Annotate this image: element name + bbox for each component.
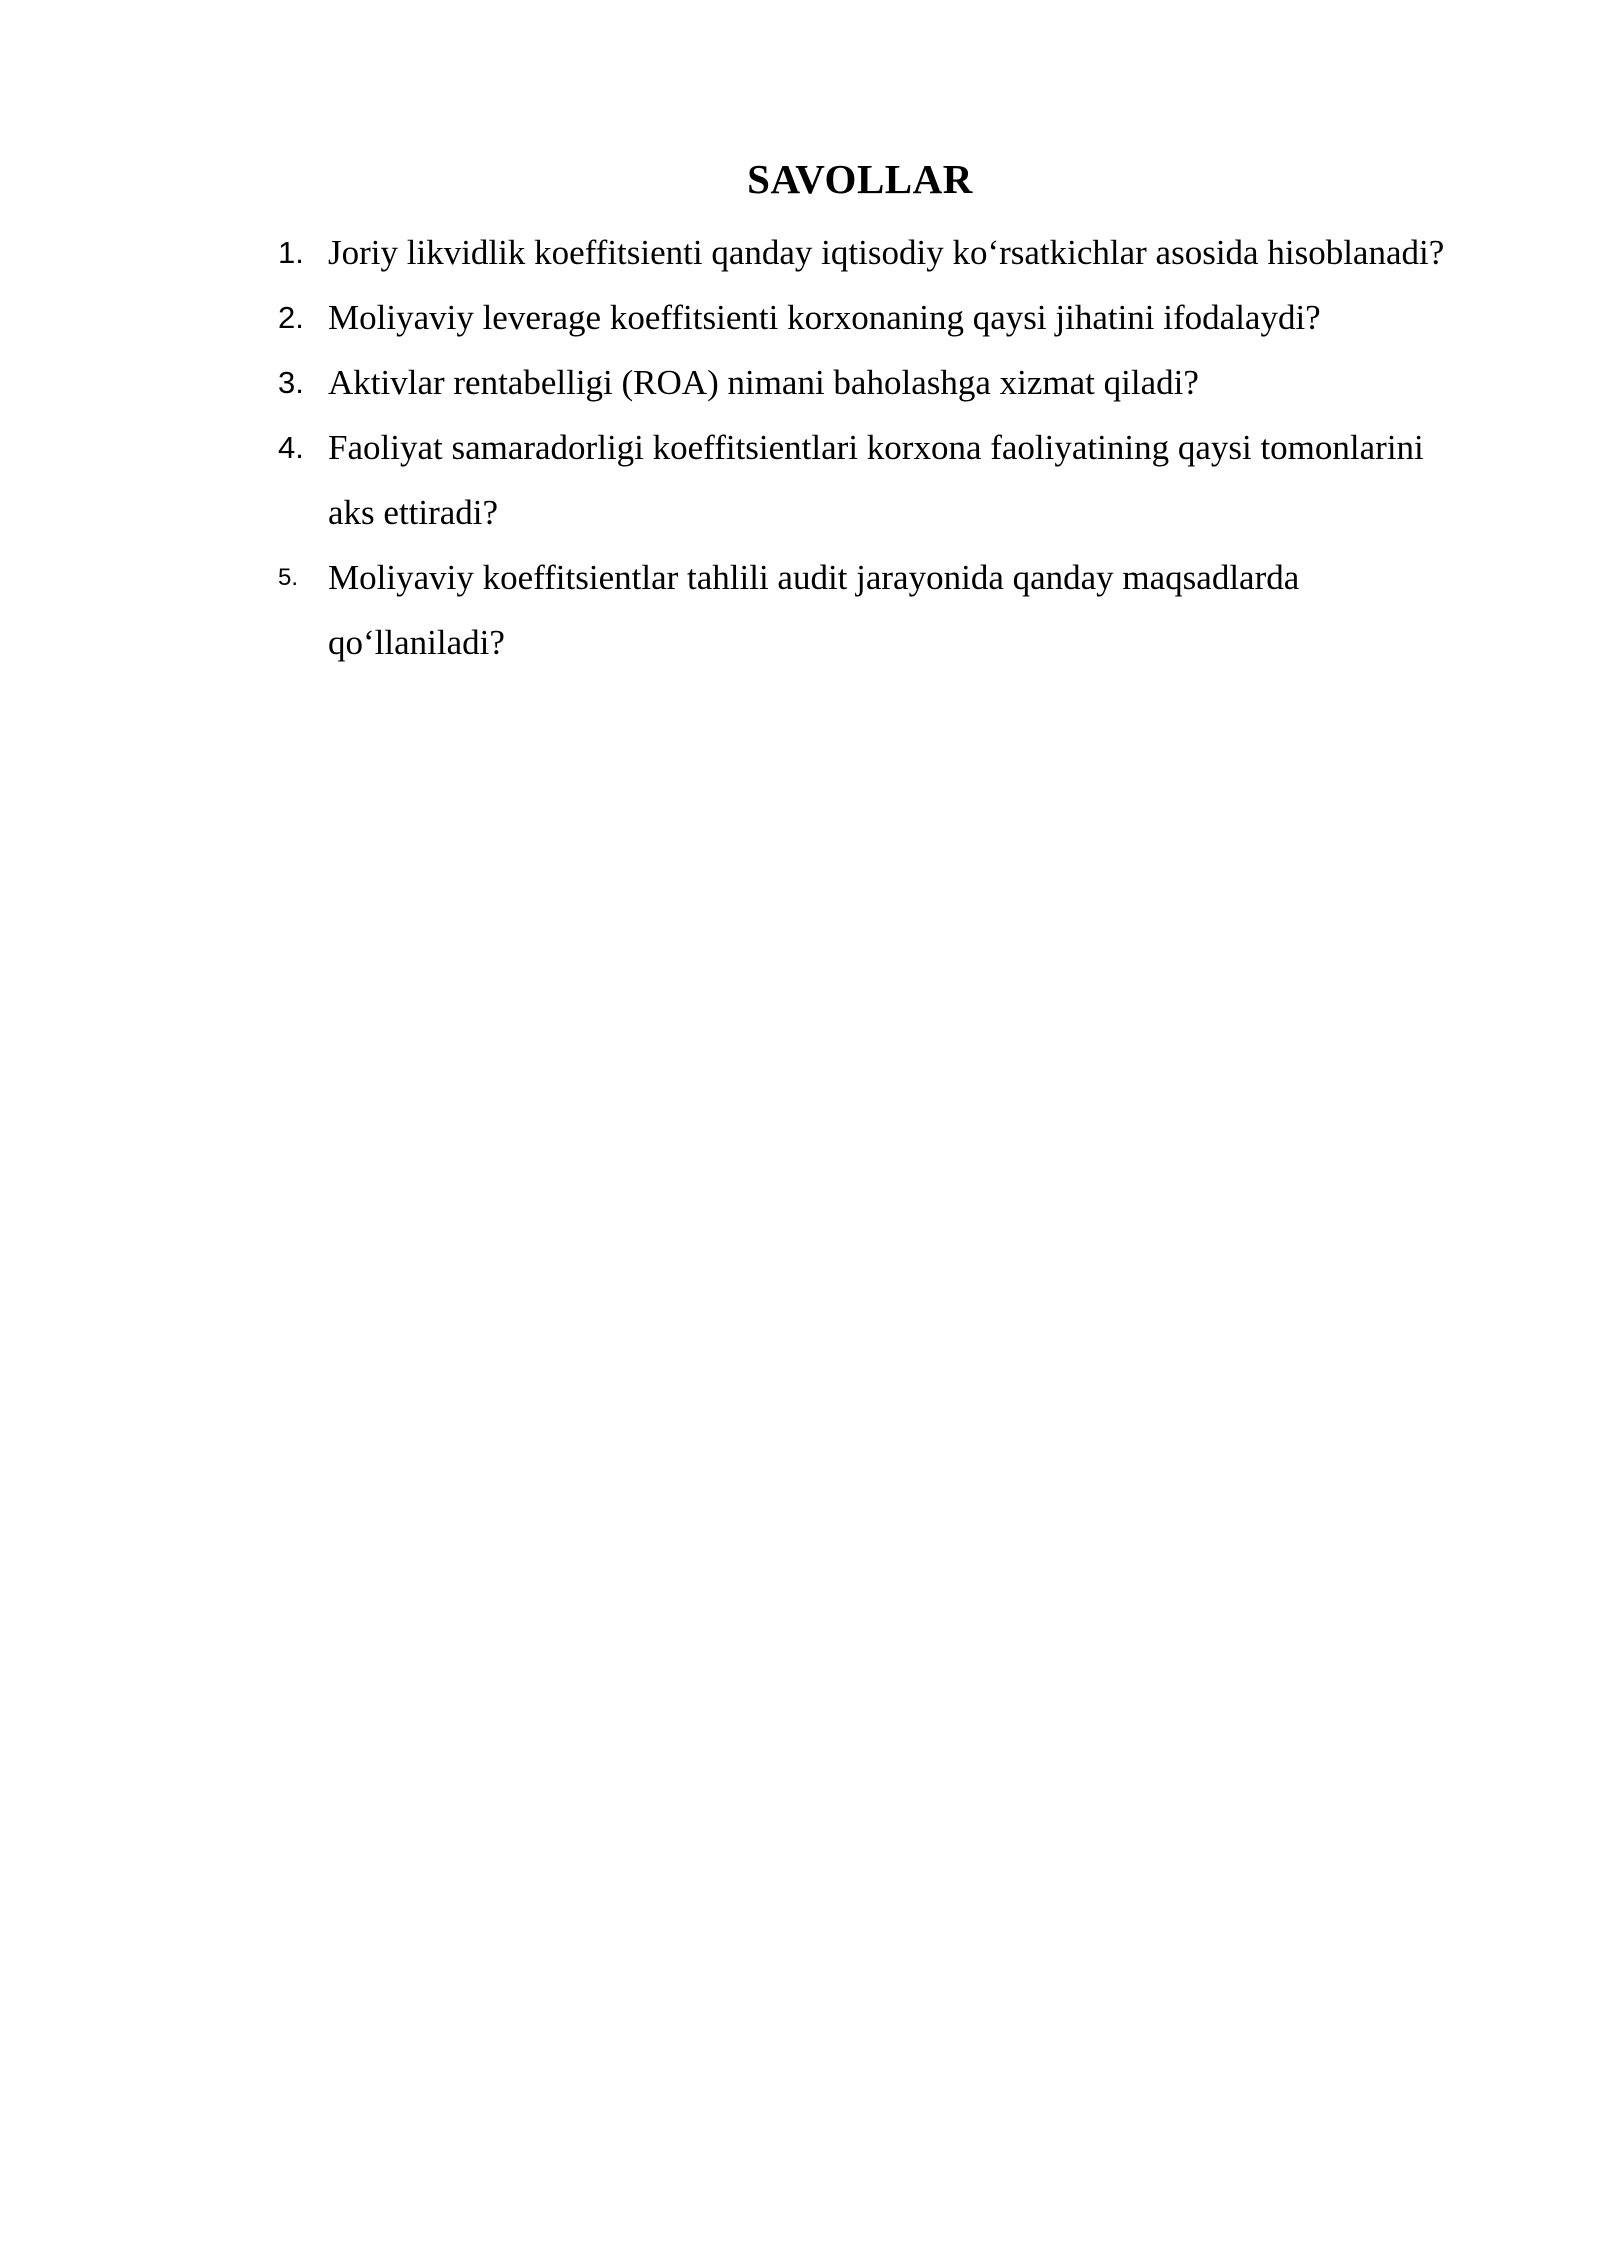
list-item: [278, 415, 1448, 545]
question-number: 4.: [278, 430, 304, 465]
list-item: [278, 350, 1448, 415]
question-number: 3.: [278, 365, 304, 400]
question-number: 5.: [278, 564, 299, 591]
question-text: Moliyaviy leverage koeffitsienti korxonaning qaysi jihatini ifodalaydi?: [328, 298, 1321, 337]
list-item: [278, 545, 1448, 675]
question-text: Joriy likvidlik koeffitsienti qanday iqtisodiy ko‘rsatkichlar asosida hisoblanadi?: [328, 233, 1445, 272]
question-number: 1.: [278, 235, 304, 270]
question-text: Aktivlar rentabelligi (ROA) nimani baholashga xizmat qiladi?: [328, 363, 1199, 402]
list-item: [278, 285, 1448, 350]
question-number: 2.: [278, 300, 304, 335]
questions-list: [278, 220, 1448, 675]
page-title: SAVOLLAR: [747, 156, 973, 202]
question-text: Moliyaviy koeffitsientlar tahlili audit jarayonida qanday maqsadlarda qo‘llaniladi?: [328, 558, 1300, 662]
list-item: [278, 220, 1448, 285]
question-text: Faoliyat samaradorligi koeffitsientlari korxona faoliyatining qaysi tomonlarini aks ettiradi?: [328, 428, 1424, 532]
